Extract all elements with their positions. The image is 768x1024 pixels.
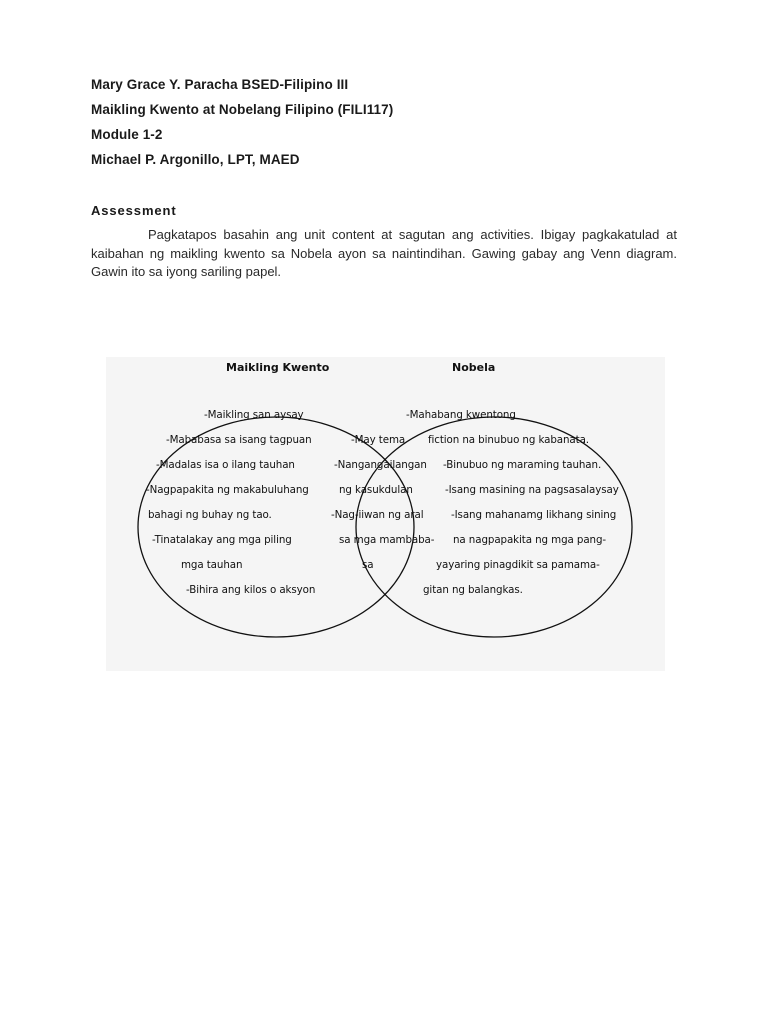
venn-left-line: -Nagpapakita ng makabuluhang bbox=[146, 484, 309, 496]
assessment-instructions: Pagkatapos basahin ang unit content at sagutan ang activities. Ibigay pagkakatulad at kaibahan ng maikling kwento sa Nobela ayon sa naintindihan. Gawing gabay ang Venn diagram. Gawin ito sa iyong sariling papel. bbox=[91, 227, 677, 279]
assessment-heading: Assessment bbox=[91, 203, 177, 218]
venn-center-line: -Nangangailangan bbox=[334, 459, 427, 471]
venn-center-line: ng kasukdulan bbox=[339, 484, 413, 496]
venn-center-line: -May tema bbox=[351, 434, 406, 446]
venn-right-line: -Mahabang kwentong bbox=[406, 409, 516, 421]
venn-left-line: -Mababasa sa isang tagpuan bbox=[166, 434, 312, 446]
venn-left-circle bbox=[138, 417, 414, 637]
student-info: Mary Grace Y. Paracha BSED-Filipino III bbox=[91, 77, 349, 92]
venn-right-line: gitan ng balangkas. bbox=[423, 584, 523, 596]
venn-center-line: sa bbox=[362, 559, 374, 571]
venn-right-line: -Isang masining na pagsasalaysay bbox=[445, 484, 619, 496]
venn-right-title: Nobela bbox=[452, 361, 496, 374]
venn-diagram bbox=[106, 357, 665, 671]
module-label: Module 1-2 bbox=[91, 127, 163, 142]
venn-left-line: mga tauhan bbox=[181, 559, 243, 571]
venn-left-title: Maikling Kwento bbox=[226, 361, 330, 374]
venn-left-line: -Madalas isa o ilang tauhan bbox=[156, 459, 295, 471]
venn-center-line: -Nag-iiwan ng aral bbox=[331, 509, 424, 521]
venn-right-circle bbox=[356, 417, 632, 637]
venn-right-line: na nagpapakita ng mga pang- bbox=[453, 534, 607, 546]
venn-left-line: -Maikling san aysay bbox=[204, 409, 304, 421]
venn-right-line: -Binubuo ng maraming tauhan. bbox=[443, 459, 602, 471]
course-title: Maikling Kwento at Nobelang Filipino (FILI117) bbox=[91, 102, 394, 117]
venn-left-line: -Tinatalakay ang mga piling bbox=[152, 534, 292, 546]
venn-right-line: fiction na binubuo ng kabanata. bbox=[428, 434, 589, 446]
venn-left-line: bahagi ng buhay ng tao. bbox=[148, 509, 272, 521]
teacher-name: Michael P. Argonillo, LPT, MAED bbox=[91, 152, 300, 167]
venn-center-line: sa mga mambaba- bbox=[339, 534, 435, 546]
venn-right-line: -Isang mahanamg likhang sining bbox=[451, 509, 617, 521]
venn-right-line: yayaring pinagdikit sa pamama- bbox=[436, 559, 600, 571]
venn-left-line: -Bihira ang kilos o aksyon bbox=[186, 584, 316, 596]
